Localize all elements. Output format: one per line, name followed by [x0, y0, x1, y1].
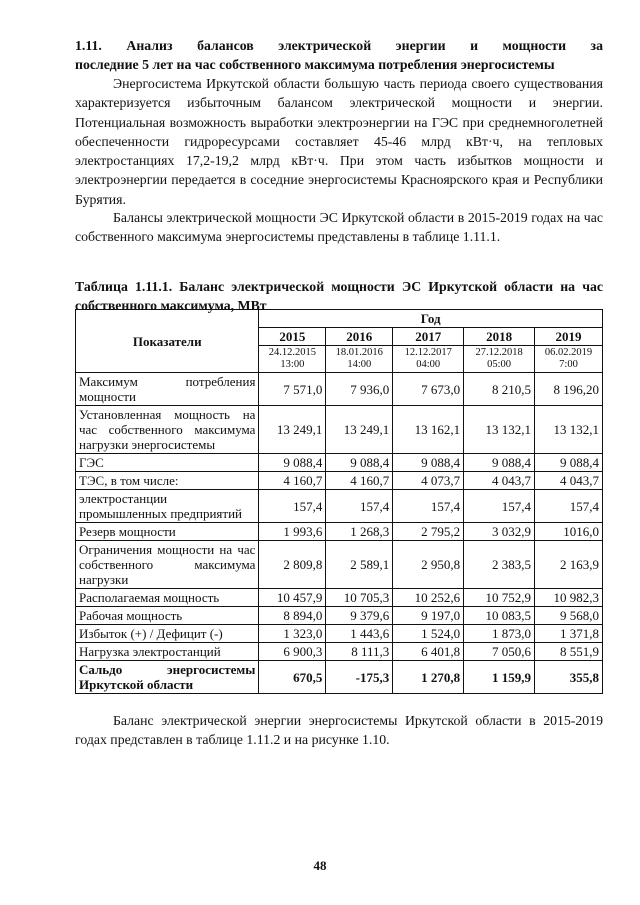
value-cell-2018: 1 159,9	[464, 661, 535, 694]
max-date: 18.01.2016	[335, 347, 383, 358]
value-cell-2015: 157,4	[259, 490, 326, 523]
header-indicators: Показатели	[76, 310, 259, 373]
value-cell-2015: 4 160,7	[259, 472, 326, 490]
max-date: 24.12.2015	[268, 347, 317, 358]
row-label: Ограничения мощности на час собственного максимума нагрузки	[76, 541, 259, 589]
value-cell-2017: 13 162,1	[393, 406, 464, 454]
max-datetime-cell	[535, 346, 603, 373]
value-cell-2017: 1 270,8	[393, 661, 464, 694]
max-time: 14:00	[347, 359, 372, 370]
power-balance-table	[75, 309, 603, 694]
value-cell-2015: 8 894,0	[259, 607, 326, 625]
table-row	[76, 643, 603, 661]
value-cell-2019: 355,8	[535, 661, 603, 694]
year-header-2017: 2017	[393, 328, 464, 346]
header-year: Год	[259, 310, 603, 328]
value-cell-2018: 10 752,9	[464, 589, 535, 607]
value-cell-2018: 9 088,4	[464, 454, 535, 472]
section-heading-line2: последние 5 лет на час собственного максимума потребления энергосистемы	[75, 57, 555, 72]
value-cell-2015: 7 571,0	[259, 373, 326, 406]
value-cell-2017: 7 673,0	[393, 373, 464, 406]
row-label: Резерв мощности	[76, 523, 259, 541]
section-heading	[75, 36, 603, 74]
value-cell-2018: 157,4	[464, 490, 535, 523]
paragraph-energy-balance: Баланс электрической энергии энергосистемы Иркутской области в 2015-2019 годах представлен в таблице 1.11.2 и на рисунке 1.10.	[75, 713, 603, 748]
value-cell-2016: 1 443,6	[326, 625, 393, 643]
value-cell-2018: 2 383,5	[464, 541, 535, 589]
value-cell-2019: 9 088,4	[535, 454, 603, 472]
row-label: Рабочая мощность	[76, 607, 259, 625]
value-cell-2016: 13 249,1	[326, 406, 393, 454]
value-cell-2017: 2 950,8	[393, 541, 464, 589]
value-cell-2016: 7 936,0	[326, 373, 393, 406]
table-caption: Таблица 1.11.1. Баланс электрической мощности ЭС Иркутской области на час собственного максимума, МВт	[75, 279, 603, 313]
section-heading-line1: 1.11. Анализ балансов электрической энергии и мощности за	[75, 38, 603, 53]
value-cell-2016: 8 111,3	[326, 643, 393, 661]
row-label: ТЭС, в том числе:	[76, 472, 259, 490]
paragraph-table-reference: Балансы электрической мощности ЭС Иркутской области в 2015-2019 годах на час собственного максимума энергосистемы представлены в таблице 1.11.1.	[75, 210, 603, 245]
value-cell-2019: 157,4	[535, 490, 603, 523]
value-cell-2016: 2 589,1	[326, 541, 393, 589]
value-cell-2015: 6 900,3	[259, 643, 326, 661]
max-time: 05:00	[487, 359, 512, 370]
row-label: Максимум потребления мощности	[76, 373, 259, 406]
table-row	[76, 523, 603, 541]
max-datetime-cell	[393, 346, 464, 373]
table-row	[76, 661, 603, 694]
value-cell-2019: 9 568,0	[535, 607, 603, 625]
paragraph-intro: Энергосистема Иркутской области большую часть периода своего существования характеризуется избыточным балансом электрической мощности и энергии. Потенциальная возможность выработки электроэнергии на ГЭС при среднемноголетней обеспеченности гидроресурсами составляет 45-46 млрд кВт·ч, на тепловых электростанциях 17,2-19,2 млрд кВт·ч. При этом часть избытков мощности и электроэнергии передается в соседние энергосистемы Красноярского края и Республики Бурятия.	[75, 76, 603, 207]
table-row	[76, 472, 603, 490]
value-cell-2017: 6 401,8	[393, 643, 464, 661]
value-cell-2019: 1 371,8	[535, 625, 603, 643]
row-label: Избыток (+) / Дефицит (-)	[76, 625, 259, 643]
value-cell-2015: 2 809,8	[259, 541, 326, 589]
row-label: Сальдо энергосистемы Иркутской области	[76, 661, 259, 694]
value-cell-2018: 10 083,5	[464, 607, 535, 625]
value-cell-2017: 2 795,2	[393, 523, 464, 541]
row-label: электростанции промышленных предприятий	[76, 490, 259, 523]
table-row	[76, 454, 603, 472]
year-header-2015: 2015	[259, 328, 326, 346]
value-cell-2017: 4 073,7	[393, 472, 464, 490]
table-body	[76, 373, 603, 694]
value-cell-2015: 1 323,0	[259, 625, 326, 643]
max-time: 04:00	[416, 359, 441, 370]
value-cell-2017: 10 252,6	[393, 589, 464, 607]
value-cell-2015: 1 993,6	[259, 523, 326, 541]
value-cell-2019: 13 132,1	[535, 406, 603, 454]
table-row	[76, 607, 603, 625]
value-cell-2016: 1 268,3	[326, 523, 393, 541]
max-date: 12.12.2017	[404, 347, 452, 358]
max-datetime-cell	[326, 346, 393, 373]
max-datetime-cell	[259, 346, 326, 373]
value-cell-2019: 8 551,9	[535, 643, 603, 661]
max-date: 27.12.2018	[475, 347, 523, 358]
value-cell-2016: 4 160,7	[326, 472, 393, 490]
value-cell-2016: 10 705,3	[326, 589, 393, 607]
value-cell-2018: 13 132,1	[464, 406, 535, 454]
value-cell-2015: 9 088,4	[259, 454, 326, 472]
value-cell-2015: 13 249,1	[259, 406, 326, 454]
value-cell-2018: 7 050,6	[464, 643, 535, 661]
value-cell-2017: 1 524,0	[393, 625, 464, 643]
value-cell-2019: 4 043,7	[535, 472, 603, 490]
value-cell-2017: 9 197,0	[393, 607, 464, 625]
table-row	[76, 589, 603, 607]
year-header-2019: 2019	[535, 328, 603, 346]
table-row	[76, 373, 603, 406]
value-cell-2019: 10 982,3	[535, 589, 603, 607]
value-cell-2018: 1 873,0	[464, 625, 535, 643]
table-row	[76, 541, 603, 589]
value-cell-2015: 10 457,9	[259, 589, 326, 607]
value-cell-2016: -175,3	[326, 661, 393, 694]
max-date: 06.02.2019	[544, 347, 593, 358]
table-header-row	[76, 310, 603, 328]
row-label: Располагаемая мощность	[76, 589, 259, 607]
value-cell-2017: 157,4	[393, 490, 464, 523]
max-time: 13:00	[280, 359, 305, 370]
table-row	[76, 490, 603, 523]
year-header-2018: 2018	[464, 328, 535, 346]
row-label: Установленная мощность на час собственного максимума нагрузки энергосистемы	[76, 406, 259, 454]
value-cell-2017: 9 088,4	[393, 454, 464, 472]
table-row	[76, 406, 603, 454]
max-time: 7:00	[559, 359, 578, 370]
page-number: 48	[313, 858, 327, 873]
row-label: Нагрузка электростанций	[76, 643, 259, 661]
value-cell-2016: 157,4	[326, 490, 393, 523]
row-label: ГЭС	[76, 454, 259, 472]
value-cell-2016: 9 088,4	[326, 454, 393, 472]
max-datetime-cell	[464, 346, 535, 373]
value-cell-2015: 670,5	[259, 661, 326, 694]
value-cell-2019: 2 163,9	[535, 541, 603, 589]
value-cell-2018: 8 210,5	[464, 373, 535, 406]
value-cell-2016: 9 379,6	[326, 607, 393, 625]
value-cell-2018: 4 043,7	[464, 472, 535, 490]
value-cell-2019: 8 196,20	[535, 373, 603, 406]
year-header-2016: 2016	[326, 328, 393, 346]
table-row	[76, 625, 603, 643]
value-cell-2019: 1016,0	[535, 523, 603, 541]
value-cell-2018: 3 032,9	[464, 523, 535, 541]
